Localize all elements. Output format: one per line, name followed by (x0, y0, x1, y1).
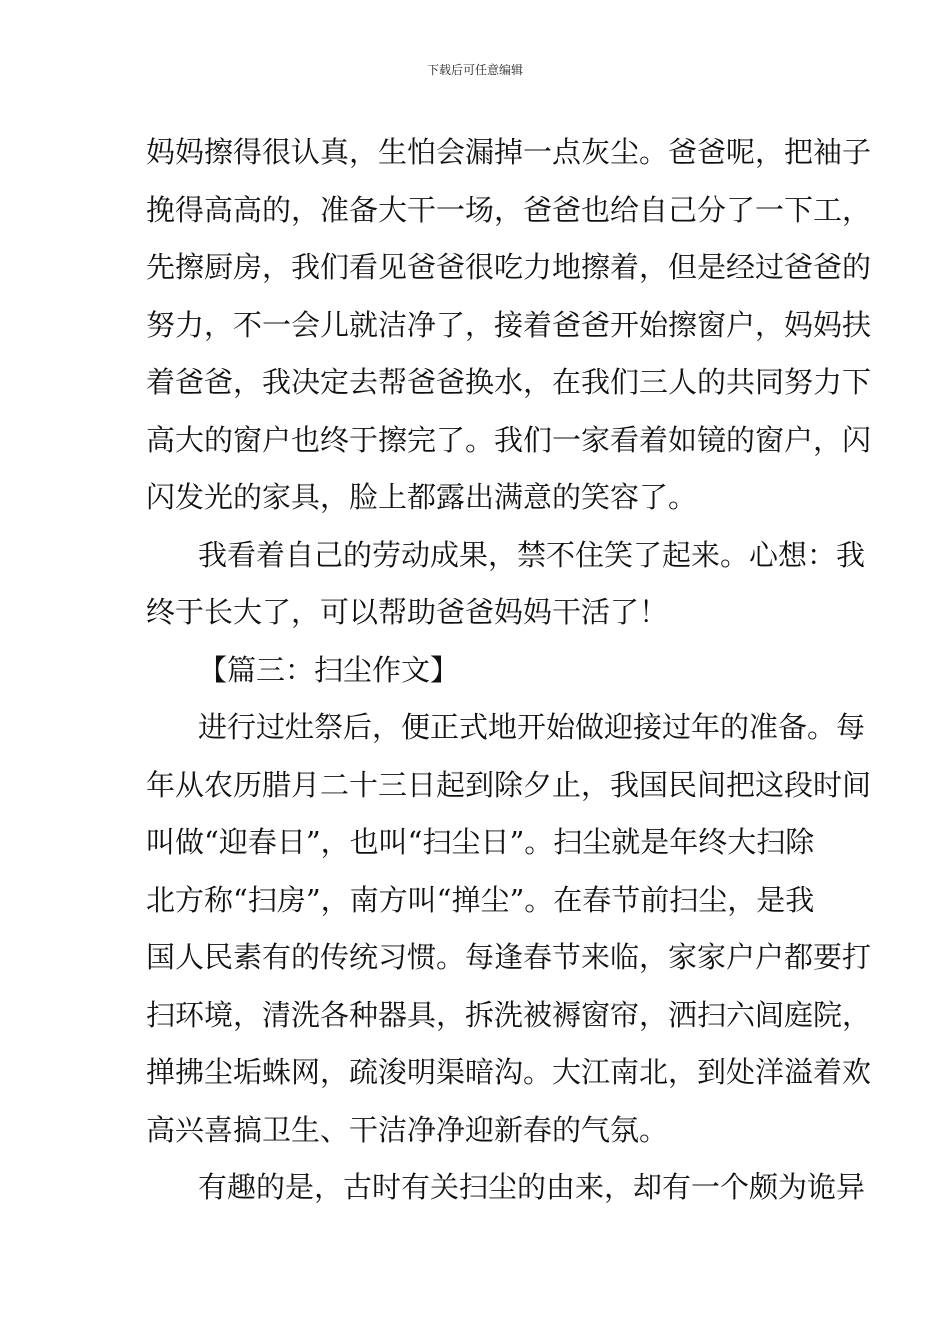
text-line: 进行过灶祭后，便正式地开始做迎接过年的准备。每 (198, 710, 866, 744)
text-line: 妈妈擦得很认真，生怕会漏掉一点灰尘。爸爸呢，把袖子 (146, 135, 872, 169)
text-line: 努力，不一会儿就洁净了，接着爸爸开始擦窗户，妈妈扶 (146, 307, 872, 342)
section-heading: 【篇三：扫尘作文】 (198, 652, 460, 687)
text-line: 终于长大了，可以帮助爸爸妈妈干活了！ (146, 595, 669, 629)
text-line: 年从农历腊月二十三日起到除夕止，我国民间把这段时间 (146, 767, 872, 802)
page-header: 下载后可任意编辑 (426, 63, 523, 77)
text-line: 掸拂尘垢蛛网，疏浚明渠暗沟。大江南北，到处洋溢着欢 (146, 1055, 872, 1089)
text-line: 先擦厨房，我们看见爸爸很吃力地擦着，但是经过爸爸的 (146, 250, 872, 284)
text-line: 北方称“扫房”，南方叫“掸尘”。在春节前扫尘，是我 (146, 882, 815, 917)
text-line: 国人民素有的传统习惯。每逢春节来临，家家户户都要打 (146, 940, 872, 974)
text-line: 我看着自己的劳动成果，禁不住笑了起来。心想：我 (198, 537, 866, 572)
document-body (146, 124, 872, 1217)
text-line: 扫环境，清洗各种器具，拆洗被褥窗帘，洒扫六闾庭院， (146, 997, 872, 1032)
text-line: 叫做“迎春日”，也叫“扫尘日”。扫尘就是年终大扫除 (146, 825, 815, 859)
text-line: 高兴喜搞卫生、干洁净净迎新春的气氛。 (146, 1112, 669, 1147)
text-line: 有趣的是，古时有关扫尘的由来，却有一个颇为诡异 (198, 1170, 866, 1204)
text-line: 高大的窗户也终于擦完了。我们一家看着如镜的窗户，闪 (146, 422, 872, 457)
text-line: 挽得高高的，准备大干一场，爸爸也给自己分了一下工， (146, 192, 872, 227)
text-line: 着爸爸，我决定去帮爸爸换水，在我们三人的共同努力下 (146, 365, 872, 399)
text-line: 闪发光的家具，脸上都露出满意的笑容了。 (146, 480, 698, 514)
